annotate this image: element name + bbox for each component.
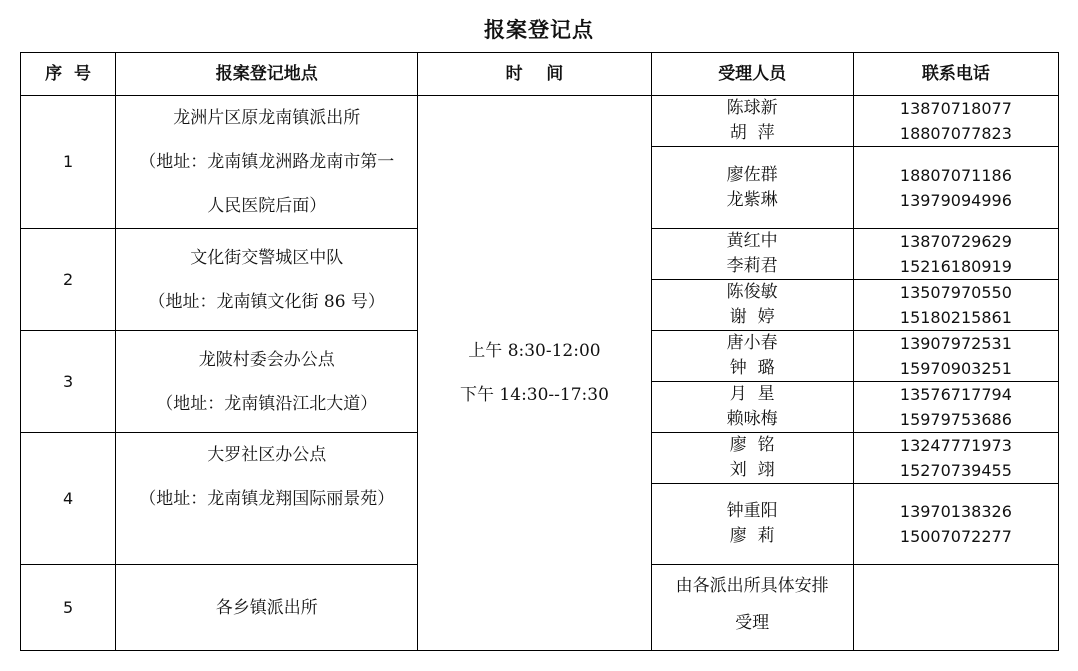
location-address: （地址：龙南镇龙翔国际丽景苑） [139, 489, 395, 509]
location-name: 各乡镇派出所 [215, 597, 318, 618]
phone-cell [853, 382, 1058, 433]
phone-number: 15970903251 [899, 359, 1012, 378]
staff-name: 钟重阳 [726, 501, 778, 521]
staff-name: 黄红中 [726, 231, 778, 251]
phone-cell [853, 147, 1058, 229]
time-morning: 上午 8:30-12:00 [468, 341, 601, 361]
row-number: 4 [21, 433, 116, 565]
location-cell [116, 565, 418, 651]
phone-number: 15979753686 [899, 410, 1012, 429]
staff-name: 唐小春 [726, 333, 778, 353]
phone-number: 13907972531 [899, 334, 1012, 353]
staff-name: 廖 莉 [729, 526, 775, 546]
staff-name: 廖 铭 [729, 435, 775, 455]
staff-cell [651, 382, 853, 433]
phone-cell [853, 565, 1058, 651]
registration-table [20, 52, 1059, 651]
staff-name: 陈俊敏 [726, 282, 778, 302]
header-staff: 受理人员 [651, 53, 853, 96]
phone-cell [853, 280, 1058, 331]
location-address-cont: 人民医院后面） [207, 196, 327, 216]
location-cell [116, 229, 418, 331]
phone-cell [853, 433, 1058, 484]
staff-note: 受理 [735, 612, 770, 633]
staff-name: 刘 翊 [729, 460, 775, 480]
staff-cell [651, 229, 853, 280]
phone-number: 13970138326 [899, 502, 1012, 521]
phone-cell [853, 484, 1058, 565]
row-number: 3 [21, 331, 116, 433]
phone-cell [853, 331, 1058, 382]
staff-name: 赖咏梅 [726, 409, 778, 429]
page-title: 报案登记点 [484, 17, 594, 42]
location-name: 大罗社区办公点 [207, 445, 327, 465]
staff-name: 胡 萍 [729, 123, 775, 144]
location-name: 龙陂村委会办公点 [198, 349, 335, 370]
staff-cell [651, 433, 853, 484]
phone-number: 13979094996 [899, 190, 1012, 210]
location-address: （地址：龙南镇龙洲路龙南市第一 [139, 152, 395, 172]
time-afternoon: 下午 14:30--17:30 [460, 385, 609, 405]
header-phone: 联系电话 [853, 53, 1058, 96]
phone-number: 18807071186 [899, 165, 1012, 185]
phone-number: 15007072277 [899, 527, 1012, 546]
staff-cell [651, 96, 853, 147]
header-location: 报案登记地点 [116, 53, 418, 96]
location-address: （地址：龙南镇沿江北大道） [156, 393, 378, 414]
staff-name: 陈球新 [726, 98, 778, 119]
phone-cell [853, 96, 1058, 147]
header-row [21, 53, 1059, 96]
phone-number: 15216180919 [899, 257, 1012, 276]
table-row [21, 96, 1059, 147]
staff-name: 月 星 [729, 384, 775, 404]
phone-number: 15180215861 [899, 308, 1012, 327]
staff-cell [651, 565, 853, 651]
location-cell [116, 433, 418, 565]
staff-cell [651, 331, 853, 382]
staff-name: 廖佐群 [726, 164, 778, 185]
staff-cell [651, 280, 853, 331]
header-time: 时 间 [418, 53, 651, 96]
phone-cell [853, 229, 1058, 280]
location-cell [116, 96, 418, 229]
row-number: 2 [21, 229, 116, 331]
staff-cell [651, 484, 853, 565]
time-cell [418, 96, 651, 651]
row-number: 1 [21, 96, 116, 229]
staff-name: 李莉君 [726, 256, 778, 276]
staff-name: 钟 璐 [729, 358, 775, 378]
staff-name: 谢 婷 [729, 307, 775, 327]
staff-note: 由各派出所具体安排 [675, 575, 829, 596]
staff-name: 龙紫琳 [726, 189, 778, 210]
header-no: 序 号 [21, 53, 116, 96]
location-name: 龙洲片区原龙南镇派出所 [173, 108, 361, 128]
phone-number: 13870718077 [899, 99, 1012, 119]
location-cell [116, 331, 418, 433]
phone-number: 13870729629 [899, 232, 1012, 251]
phone-number: 13576717794 [899, 385, 1012, 404]
phone-number: 15270739455 [899, 461, 1012, 480]
location-name: 文化街交警城区中队 [190, 247, 344, 268]
phone-number: 13247771973 [899, 436, 1012, 455]
location-address: （地址：龙南镇文化街 86 号） [148, 291, 385, 312]
phone-number: 13507970550 [899, 283, 1012, 302]
row-number: 5 [21, 565, 116, 651]
staff-cell [651, 147, 853, 229]
phone-number: 18807077823 [899, 124, 1012, 144]
